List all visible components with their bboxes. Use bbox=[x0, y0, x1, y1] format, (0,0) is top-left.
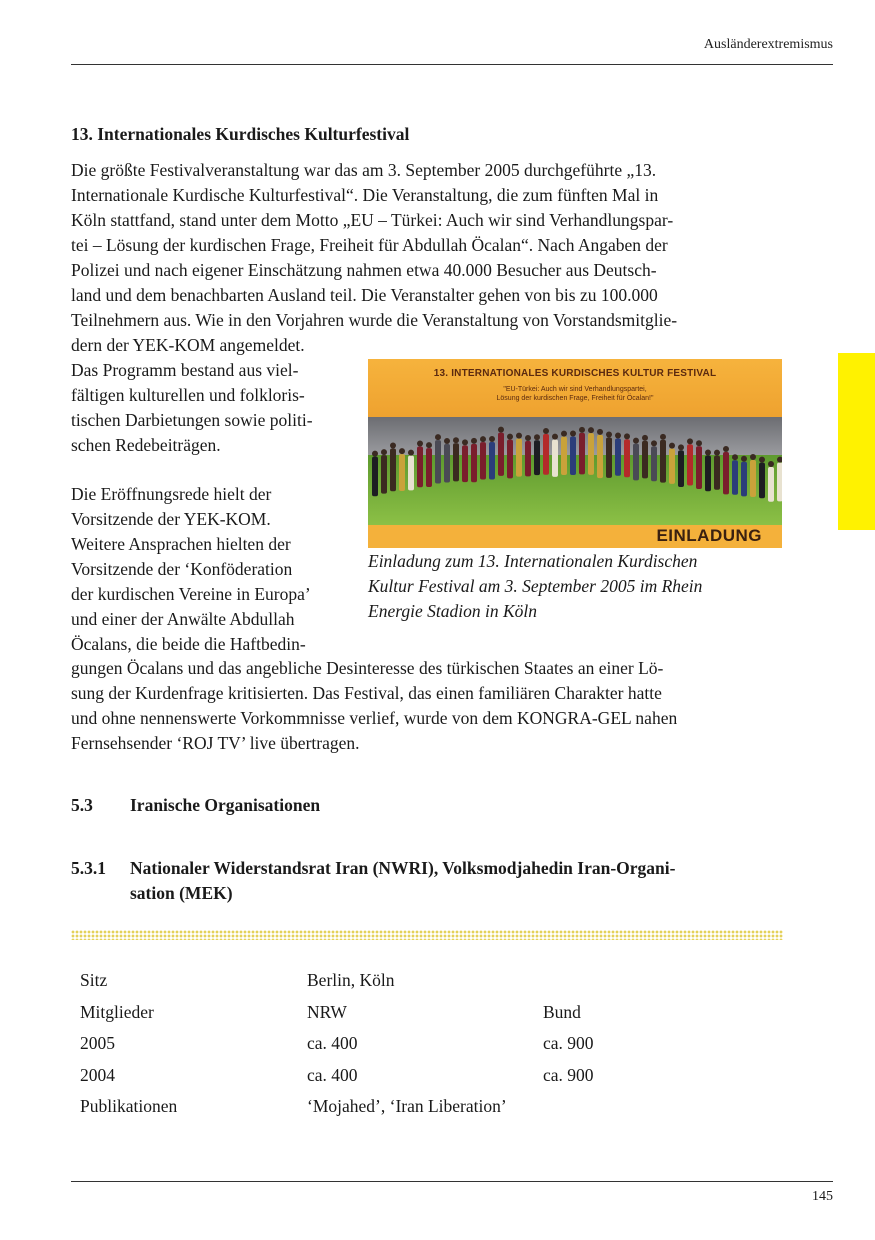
dancer-head bbox=[687, 438, 693, 444]
text-line: tei – Lösung der kurdischen Frage, Freiheit für Abdullah Öcalan“. Nach Angaben der bbox=[71, 235, 668, 255]
dancer-head bbox=[498, 427, 504, 433]
dancer-head bbox=[408, 450, 414, 456]
dancer-figure bbox=[417, 446, 423, 487]
dancer-figure bbox=[732, 460, 738, 495]
table-row bbox=[71, 997, 783, 1029]
dancer-figure bbox=[642, 441, 648, 479]
dancer-figure bbox=[741, 462, 747, 497]
text-line: tischen Darbietungen sowie politi- bbox=[71, 410, 313, 430]
dancer-figure bbox=[534, 440, 540, 475]
dancer-figure bbox=[462, 445, 468, 482]
table-row bbox=[71, 1091, 783, 1123]
dancer-head bbox=[732, 454, 738, 460]
table-cell: Publikationen bbox=[80, 1096, 178, 1117]
text-line: dern der YEK-KOM angemeldet. bbox=[71, 335, 305, 355]
dancer-figure bbox=[651, 446, 657, 481]
heading-number: 5.3.1 bbox=[71, 858, 106, 878]
dancer-figure bbox=[597, 435, 603, 478]
text-line: schen Redebeiträgen. bbox=[71, 435, 221, 455]
dancer-figure bbox=[579, 433, 585, 474]
table-cell bbox=[543, 965, 783, 997]
dancer-head bbox=[597, 429, 603, 435]
invitation-banner-subtitle: "EU-Türkei: Auch wir sind Verhandlungspartei, Lösung der kurdischen Frage, Freiheit für Öcalan!" bbox=[496, 386, 654, 402]
dancers-illustration bbox=[368, 419, 782, 525]
dancer-head bbox=[705, 450, 711, 456]
dancer-figure bbox=[759, 463, 765, 499]
dancer-head bbox=[678, 444, 684, 450]
text-line: sung der Kurdenfrage kritisierten. Das Festival, das einen familiären Charakter hatte bbox=[71, 683, 662, 703]
dancer-head bbox=[453, 437, 459, 443]
dancer-head bbox=[561, 431, 567, 437]
invitation-label: EINLADUNG bbox=[656, 526, 762, 545]
heading-number: 5.3 bbox=[71, 795, 93, 815]
dancer-figure bbox=[408, 456, 414, 491]
dancer-head bbox=[552, 434, 558, 440]
heading-text bbox=[130, 856, 675, 906]
invitation-banner bbox=[368, 359, 782, 417]
dancer-figure bbox=[471, 444, 477, 482]
dancer-head bbox=[525, 435, 531, 441]
table-cell: ‘Mojahed’, ‘Iran Liberation’ bbox=[307, 1096, 507, 1117]
dancer-figure bbox=[390, 449, 396, 492]
dancer-head bbox=[759, 457, 765, 463]
dancer-head bbox=[462, 439, 468, 445]
table-cell: ca. 400 bbox=[307, 1033, 358, 1054]
text-line: Vorsitzende der YEK-KOM. bbox=[71, 509, 271, 529]
dancer-head bbox=[417, 440, 423, 446]
dancer-figure bbox=[750, 460, 756, 497]
table-row bbox=[71, 1060, 783, 1092]
dancer-figure bbox=[543, 434, 549, 475]
dancer-head bbox=[696, 440, 702, 446]
text-line: Das Programm bestand aus viel- bbox=[71, 360, 299, 380]
dancer-figure bbox=[678, 450, 684, 487]
dancer-head bbox=[768, 461, 774, 467]
dotted-separator bbox=[71, 930, 783, 940]
text-line: Weitere Ansprachen hielten der bbox=[71, 534, 291, 554]
text-line: Die größte Festivalveranstaltung war das am 3. September 2005 durchgeführte „13. bbox=[71, 160, 657, 180]
dancer-figure bbox=[570, 437, 576, 475]
text-line: und einer der Anwälte Abdullah bbox=[71, 609, 295, 629]
dancer-figure bbox=[480, 442, 486, 479]
table-cell: ca. 900 bbox=[543, 1064, 594, 1085]
dancer-head bbox=[570, 431, 576, 437]
dancer-figure bbox=[399, 454, 405, 491]
heading-text: Iranische Organisationen bbox=[130, 795, 321, 815]
text-line: und ohne nennenswerte Vorkommnisse verlief, wurde von dem KONGRA-GEL nahen bbox=[71, 708, 678, 728]
table-cell: ca. 900 bbox=[543, 1033, 594, 1054]
chapter-tab-marker bbox=[838, 353, 875, 530]
dancer-head bbox=[516, 433, 522, 439]
section-heading: 13. Internationales Kurdisches Kulturfestival bbox=[71, 124, 410, 144]
dancer-head bbox=[579, 427, 585, 433]
dancer-figure bbox=[552, 440, 558, 477]
dancer-figure bbox=[606, 437, 612, 477]
text-line: Internationale Kurdische Kulturfestival“. Die Veranstaltung, die zum fünften Mal in bbox=[71, 185, 659, 205]
dancer-head bbox=[606, 431, 612, 437]
running-head: Ausländerextremismus bbox=[703, 37, 833, 52]
dancer-figure bbox=[777, 463, 782, 502]
dancer-head bbox=[381, 449, 387, 455]
table-row bbox=[71, 965, 783, 997]
dancer-head bbox=[588, 427, 594, 433]
text-line: land und dem benachbarten Ausland teil. Die Veranstalter gehen von bis zu 100.000 bbox=[71, 285, 658, 305]
dancer-figure bbox=[444, 444, 450, 482]
dancer-figure bbox=[525, 441, 531, 476]
dancer-figure bbox=[561, 437, 567, 475]
dancer-figure bbox=[372, 457, 378, 497]
dancer-head bbox=[489, 436, 495, 442]
dancer-head bbox=[624, 433, 630, 439]
dancer-figure bbox=[489, 442, 495, 480]
dancer-head bbox=[390, 443, 396, 449]
text-line: Vorsitzende der ‘Konföderation bbox=[71, 559, 293, 579]
dancer-figure bbox=[723, 452, 729, 494]
dancer-figure bbox=[426, 448, 432, 487]
dancer-head bbox=[426, 442, 432, 448]
table-cell: 2004 bbox=[80, 1064, 115, 1085]
dancer-figure bbox=[714, 456, 720, 490]
table-cell: Bund bbox=[543, 1001, 581, 1022]
table-cell: ca. 400 bbox=[307, 1064, 358, 1085]
dancer-head bbox=[750, 454, 756, 460]
dancer-head bbox=[660, 434, 666, 440]
text-line: Fernsehsender ‘ROJ TV’ live übertragen. bbox=[71, 733, 360, 753]
dancer-figure bbox=[687, 444, 693, 485]
dancer-head bbox=[543, 428, 549, 434]
heading-line: Nationaler Widerstandsrat Iran (NWRI), Volksmodjahedin Iran-Organi- bbox=[130, 858, 676, 878]
footer-rule bbox=[71, 1181, 833, 1182]
dancer-figure bbox=[696, 446, 702, 489]
dancer-figure bbox=[660, 440, 666, 483]
dancer-head bbox=[399, 448, 405, 454]
dancer-figure bbox=[669, 449, 675, 484]
dancer-head bbox=[615, 432, 621, 438]
figure-caption bbox=[368, 549, 788, 624]
dancer-head bbox=[480, 436, 486, 442]
caption-line: Energie Stadion in Köln bbox=[368, 601, 537, 621]
table-cell: Sitz bbox=[80, 970, 108, 991]
dancer-head bbox=[651, 440, 657, 446]
table-cell: 2005 bbox=[80, 1033, 115, 1054]
text-line: Die Eröffnungsrede hielt der bbox=[71, 484, 272, 504]
invitation-banner-title: 13. INTERNATIONALES KURDISCHES KULTUR FESTIVAL bbox=[433, 368, 717, 379]
dancer-figure bbox=[435, 440, 441, 483]
text-line: Öcalans, die beide die Haftbedin- bbox=[71, 634, 306, 654]
dancer-figure bbox=[516, 439, 522, 477]
invitation-footer bbox=[368, 525, 782, 548]
table-row bbox=[71, 1028, 783, 1060]
dancer-head bbox=[534, 434, 540, 440]
caption-line: Kultur Festival am 3. September 2005 im Rhein bbox=[368, 576, 703, 596]
table-cell: Berlin, Köln bbox=[307, 970, 395, 991]
text-line: Köln stattfand, stand unter dem Motto „EU – Türkei: Auch wir sind Verhandlungspar- bbox=[71, 210, 674, 230]
text-line: fältigen kulturellen und folkloris- bbox=[71, 385, 305, 405]
organization-facts-table bbox=[71, 965, 783, 1123]
dancer-head bbox=[741, 456, 747, 462]
dancer-head bbox=[633, 438, 639, 444]
dancer-figure bbox=[498, 433, 504, 476]
header-rule bbox=[71, 64, 833, 65]
dancer-figure bbox=[507, 440, 513, 479]
dancer-head bbox=[777, 457, 782, 463]
festival-invitation-image bbox=[368, 359, 782, 548]
page-number: 145 bbox=[812, 1189, 833, 1204]
dancer-head bbox=[372, 451, 378, 457]
dancer-figure bbox=[705, 456, 711, 492]
text-line: der kurdischen Vereine in Europa’ bbox=[71, 584, 311, 604]
dancer-head bbox=[723, 446, 729, 452]
dancer-figure bbox=[381, 455, 387, 493]
text-line: Teilnehmern aus. Wie in den Vorjahren wurde die Veranstaltung von Vorstandsmitglie- bbox=[71, 310, 678, 330]
dancer-figure bbox=[768, 467, 774, 502]
dancer-head bbox=[669, 443, 675, 449]
heading-line: sation (MEK) bbox=[130, 883, 233, 903]
paragraph-4 bbox=[71, 656, 791, 756]
table-cell: NRW bbox=[307, 1001, 347, 1022]
dancer-head bbox=[714, 450, 720, 456]
paragraph-1 bbox=[71, 158, 791, 333]
text-line: gungen Öcalans und das angebliche Desinteresse des türkischen Staates an einer Lö- bbox=[71, 658, 664, 678]
caption-line: Einladung zum 13. Internationalen Kurdischen bbox=[368, 551, 698, 571]
dancer-figure bbox=[453, 443, 459, 481]
dancer-figure bbox=[633, 444, 639, 481]
dancer-head bbox=[471, 438, 477, 444]
dancer-head bbox=[444, 438, 450, 444]
dancer-head bbox=[642, 435, 648, 441]
dancer-figure bbox=[624, 439, 630, 477]
dancer-figure bbox=[588, 433, 594, 475]
dancer-head bbox=[435, 434, 441, 440]
table-cell: Mitglieder bbox=[80, 1001, 154, 1022]
text-line: Polizei und nach eigener Einschätzung nahmen etwa 40.000 Besucher aus Deutsch- bbox=[71, 260, 657, 280]
dancer-figure bbox=[615, 438, 621, 475]
dancer-head bbox=[507, 434, 513, 440]
